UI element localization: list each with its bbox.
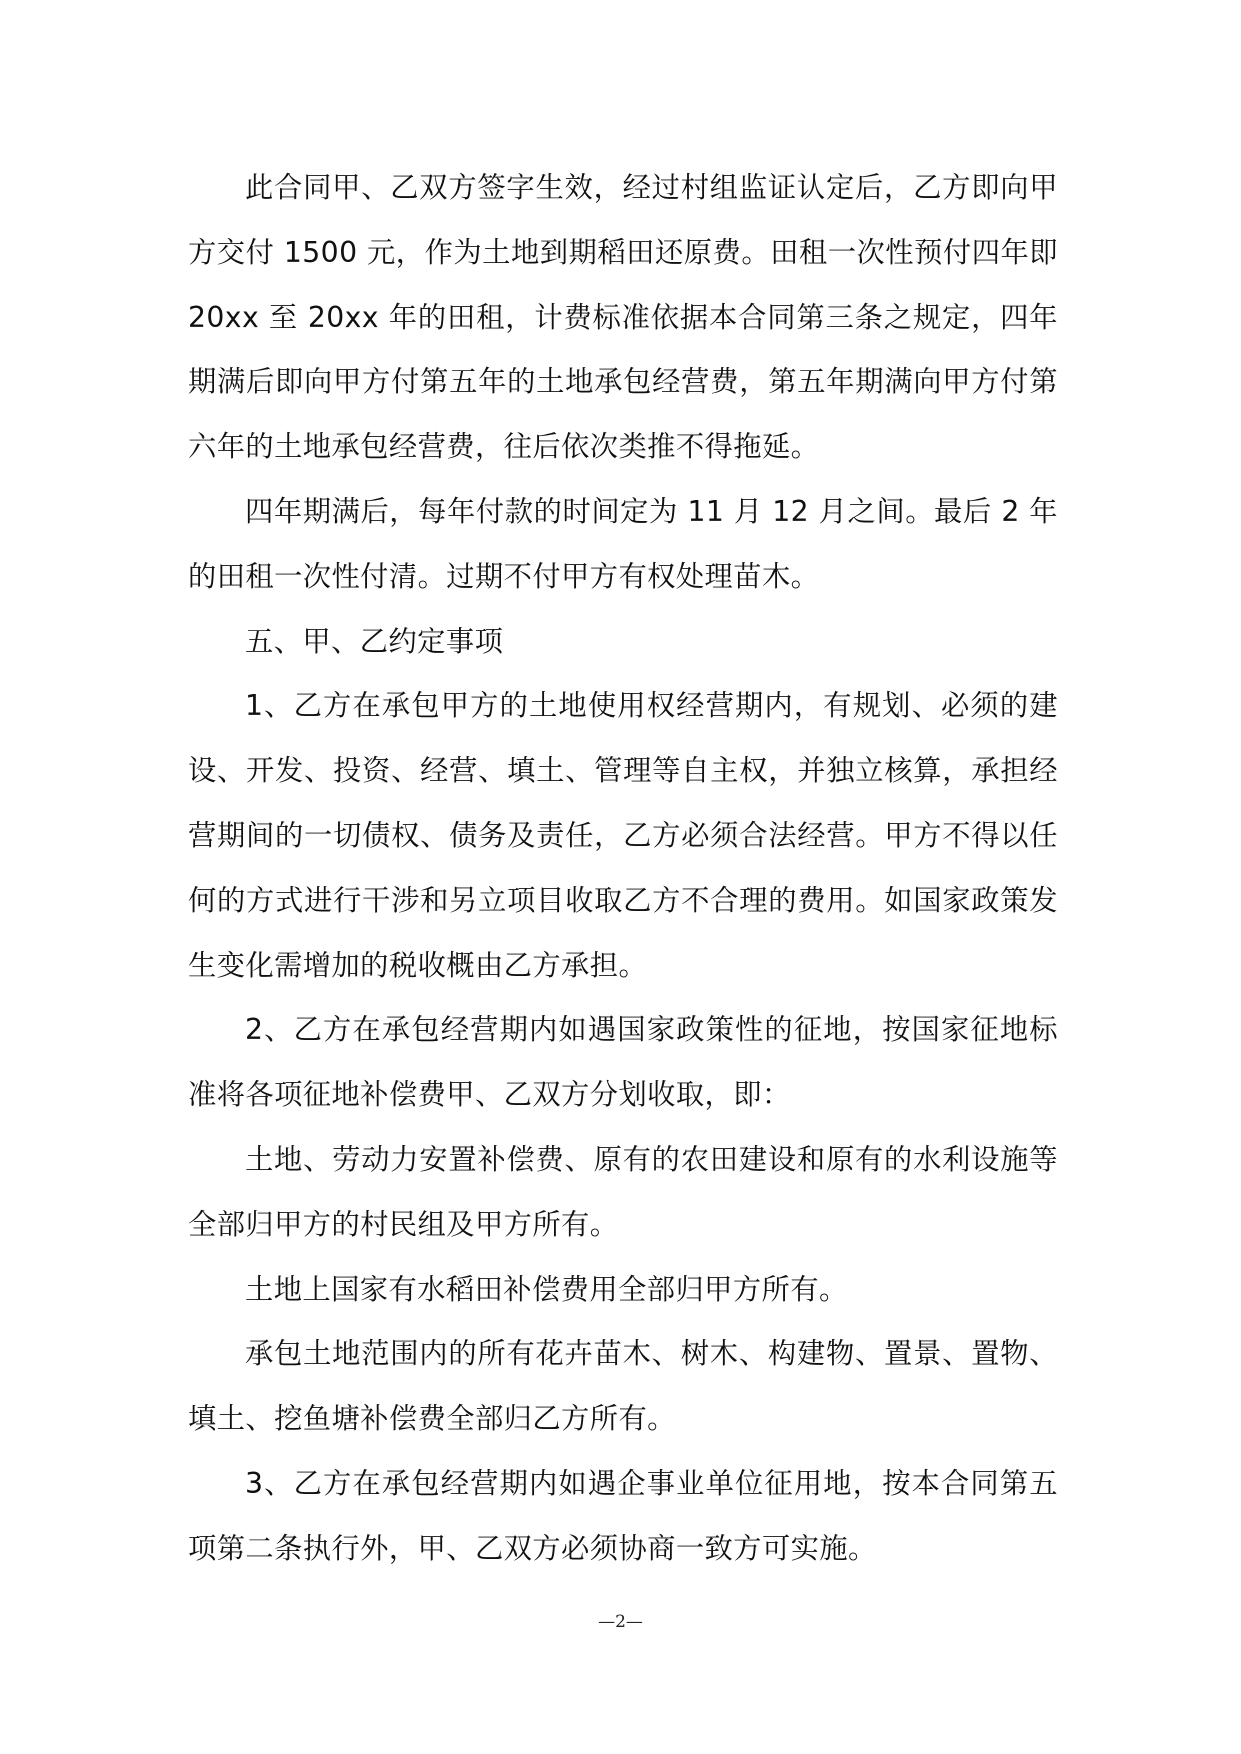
paragraph-clause-3: 3、乙方在承包经营期内如遇企事业单位征用地，按本合同第五项第二条执行外，甲、乙双方必须协商一致方可实施。 <box>188 1466 1058 1565</box>
paragraph-payment-schedule: 四年期满后，每年付款的时间定为 11 月 12 月之间。最后 2 年的田租一次性付清。过期不付甲方有权处理苗木。 <box>188 494 1058 593</box>
paragraph-clause-2: 2、乙方在承包经营期内如遇国家政策性的征地，按国家征地标准将各项征地补偿费甲、乙双方分划收取，即： <box>188 1013 1058 1112</box>
paragraph-clause-2-land-compensation: 土地、劳动力安置补偿费、原有的农田建设和原有的水利设施等全部归甲方的村民组及甲方所有。 <box>188 1142 1058 1241</box>
paragraph-clause-2-rice-compensation: 土地上国家有水稻田补偿费用全部归甲方所有。 <box>245 1272 848 1306</box>
paragraph-clause-2-contractor-compensation: 承包土地范围内的所有花卉苗木、树木、构建物、置景、置物、填土、挖鱼塘补偿费全部归乙方所有。 <box>188 1337 1058 1436</box>
section-heading-agreed-matters: 五、甲、乙约定事项 <box>245 624 504 658</box>
page-number: —2— <box>598 1612 643 1632</box>
paragraph-clause-1: 1、乙方在承包甲方的土地使用权经营期内，有规划、必须的建设、开发、投资、经营、填土、管理等自主权，并独立核算，承担经营期间的一切债权、债务及责任，乙方必须合法经营。甲方不得以任何的方式进行干涉和另立项目收取乙方不合理的费用。如国家政策发生变化需增加的税收概由乙方承担。 <box>188 689 1058 982</box>
document-body <box>188 156 1058 1582</box>
paragraph-payment-terms: 此合同甲、乙双方签字生效，经过村组监证认定后，乙方即向甲方交付 1500 元，作为土地到期稻田还原费。田租一次性预付四年即20xx 至 20xx 年的田租，计费标准依据本合同第三条之规定，四年期满后即向甲方付第五年的土地承包经营费，第五年期满向甲方付第六年的土地承包经营费，往后依次类推不得拖延。 <box>188 171 1058 464</box>
